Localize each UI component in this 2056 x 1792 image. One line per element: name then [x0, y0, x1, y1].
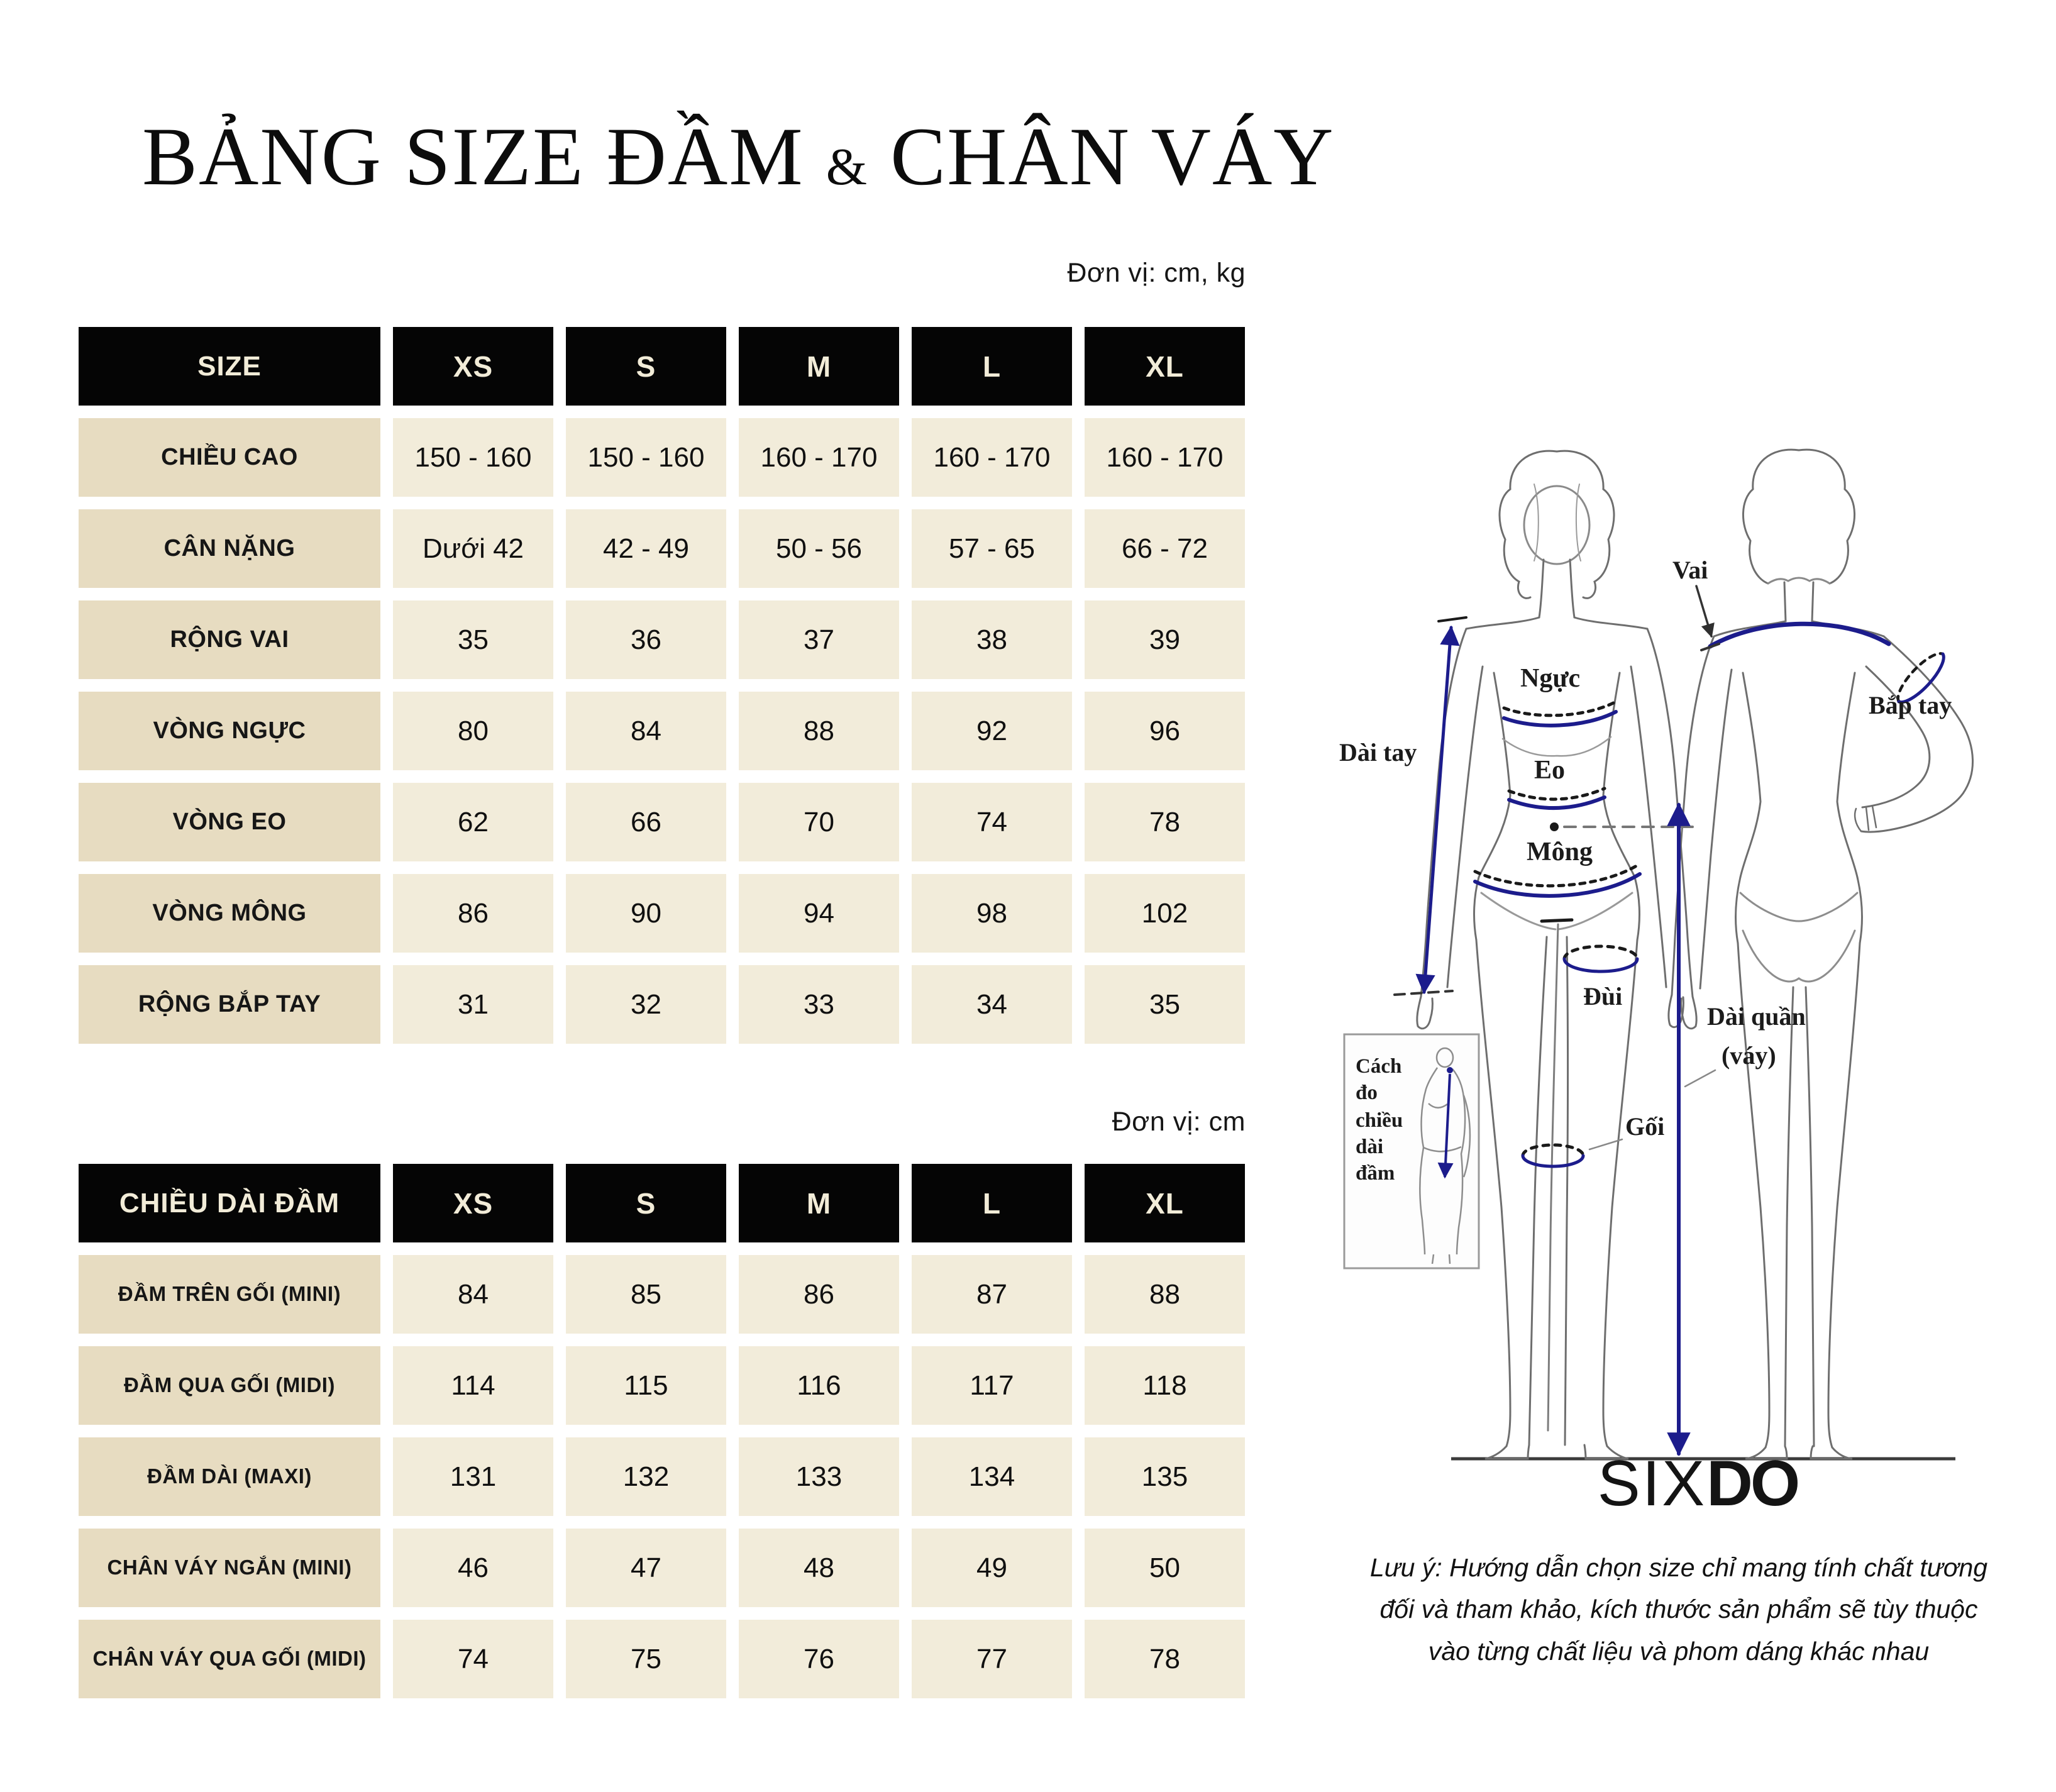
body-size-value-m: 50 - 56 — [739, 509, 899, 588]
body-size-header-xl: XL — [1085, 327, 1245, 406]
body-size-value-xs: 31 — [393, 965, 553, 1044]
body-size-value-m: 37 — [739, 600, 899, 679]
body-size-row-label: RỘNG VAI — [79, 600, 380, 679]
page-title-main: BẢNG SIZE ĐẦM — [142, 110, 804, 202]
body-size-value-s: 32 — [566, 965, 726, 1044]
body-size-value-xs: 80 — [393, 692, 553, 770]
body-size-value-l: 57 - 65 — [912, 509, 1072, 588]
dress-length-value-xl: 50 — [1085, 1529, 1245, 1607]
body-size-header-xs: XS — [393, 327, 553, 406]
dress-length-value-s: 75 — [566, 1620, 726, 1698]
dress-length-header-l: L — [912, 1164, 1072, 1242]
dress-length-value-xs: 114 — [393, 1346, 553, 1425]
box-word-4: dài — [1356, 1136, 1384, 1158]
body-size-value-l: 38 — [912, 600, 1072, 679]
dress-length-value-xl: 118 — [1085, 1346, 1245, 1425]
dress-length-header-xl: XL — [1085, 1164, 1245, 1242]
dress-length-value-s: 132 — [566, 1437, 726, 1516]
body-size-header-m: M — [739, 327, 899, 406]
unit-note-cm: Đơn vị: cm — [1112, 1107, 1246, 1137]
body-size-value-xs: 62 — [393, 783, 553, 861]
body-size-table — [79, 327, 1245, 1044]
body-size-row-label: VÒNG MÔNG — [79, 874, 380, 953]
body-size-value-m: 88 — [739, 692, 899, 770]
body-size-value-s: 66 — [566, 783, 726, 861]
brand-logo-bold: DO — [1706, 1447, 1798, 1519]
dress-length-value-s: 47 — [566, 1529, 726, 1607]
dress-length-value-xl: 135 — [1085, 1437, 1245, 1516]
unit-note-cm-kg: Đơn vị: cm, kg — [1067, 258, 1246, 288]
how-to-measure-box — [1344, 1034, 1479, 1268]
dress-length-value-xl: 78 — [1085, 1620, 1245, 1698]
dress-length-row-label: CHÂN VÁY QUA GỐI (MIDI) — [79, 1620, 380, 1698]
dress-length-value-l: 134 — [912, 1437, 1072, 1516]
body-size-value-s: 42 - 49 — [566, 509, 726, 588]
page-title-rest: CHÂN VÁY — [890, 110, 1335, 202]
body-size-value-l: 160 - 170 — [912, 418, 1072, 497]
body-size-value-xl: 96 — [1085, 692, 1245, 770]
page-title — [142, 110, 1335, 202]
label-dress-length-2: (váy) — [1722, 1041, 1776, 1070]
dress-length-value-l: 49 — [912, 1529, 1072, 1607]
label-bust: Ngực — [1520, 664, 1581, 693]
dress-length-value-m: 48 — [739, 1529, 899, 1607]
brand-logo — [1540, 1447, 1855, 1519]
body-size-value-m: 70 — [739, 783, 899, 861]
body-size-value-xs: Dưới 42 — [393, 509, 553, 588]
body-size-value-m: 160 - 170 — [739, 418, 899, 497]
dress-length-value-xl: 88 — [1085, 1255, 1245, 1334]
body-size-row-label: CÂN NẶNG — [79, 509, 380, 588]
body-size-value-s: 150 - 160 — [566, 418, 726, 497]
label-thigh: Đùi — [1583, 982, 1623, 1010]
body-size-header-l: L — [912, 327, 1072, 406]
dress-length-value-l: 117 — [912, 1346, 1072, 1425]
label-knee: Gối — [1625, 1112, 1665, 1141]
body-size-value-l: 92 — [912, 692, 1072, 770]
body-size-value-m: 94 — [739, 874, 899, 953]
body-size-value-xl: 102 — [1085, 874, 1245, 953]
body-size-value-s: 36 — [566, 600, 726, 679]
dress-length-value-l: 77 — [912, 1620, 1072, 1698]
body-size-header-s: S — [566, 327, 726, 406]
label-waist: Eo — [1534, 756, 1566, 785]
dress-length-header-label: CHIỀU DÀI ĐẦM — [79, 1164, 380, 1242]
note-line-3: vào từng chất liệu và phom dáng khác nhau — [1428, 1636, 1930, 1666]
label-shoulder: Vai — [1672, 556, 1708, 584]
body-size-row-label: RỘNG BẮP TAY — [79, 965, 380, 1044]
dress-length-value-l: 87 — [912, 1255, 1072, 1334]
dress-length-value-s: 85 — [566, 1255, 726, 1334]
body-size-value-xl: 35 — [1085, 965, 1245, 1044]
dress-length-header-s: S — [566, 1164, 726, 1242]
dress-length-value-s: 115 — [566, 1346, 726, 1425]
note-line-2: đối và tham khảo, kích thước sản phẩm sẽ tùy thuộc — [1379, 1595, 1978, 1624]
dress-length-value-xs: 46 — [393, 1529, 553, 1607]
body-size-value-xs: 86 — [393, 874, 553, 953]
body-size-value-xl: 39 — [1085, 600, 1245, 679]
dress-length-value-m: 86 — [739, 1255, 899, 1334]
dress-length-table — [79, 1164, 1245, 1698]
label-dress-length-1: Dài quần — [1707, 1002, 1806, 1031]
dress-length-row-label: ĐẦM QUA GỐI (MIDI) — [79, 1346, 380, 1425]
dress-length-value-m: 116 — [739, 1346, 899, 1425]
brand-logo-thin: SIX — [1597, 1447, 1707, 1519]
box-word-5: đầm — [1356, 1162, 1395, 1185]
front-figure-sketch — [1417, 451, 1696, 1459]
box-word-3: chiều — [1356, 1109, 1403, 1132]
body-size-value-l: 98 — [912, 874, 1072, 953]
body-size-value-l: 74 — [912, 783, 1072, 861]
dress-length-header-m: M — [739, 1164, 899, 1242]
size-guide-note — [1319, 1547, 2038, 1672]
dress-length-value-xs: 131 — [393, 1437, 553, 1516]
note-line-1: Lưu ý: Hướng dẫn chọn size chỉ mang tính chất tương — [1369, 1553, 1988, 1582]
dress-length-row-label: ĐẦM TRÊN GỐI (MINI) — [79, 1255, 380, 1334]
body-size-value-l: 34 — [912, 965, 1072, 1044]
body-size-value-m: 33 — [739, 965, 899, 1044]
body-size-value-xl: 160 - 170 — [1085, 418, 1245, 497]
body-size-value-s: 84 — [566, 692, 726, 770]
measurement-diagram-svg — [1320, 390, 2050, 1496]
label-upper-arm: Bắp tay — [1869, 691, 1952, 719]
body-size-row-label: VÒNG NGỰC — [79, 692, 380, 770]
label-hip: Mông — [1527, 838, 1593, 866]
body-size-value-xs: 35 — [393, 600, 553, 679]
body-size-row-label: CHIỀU CAO — [79, 418, 380, 497]
label-arm-length: Dài tay — [1339, 738, 1417, 766]
page-title-ampersand: & — [826, 138, 869, 196]
measurement-diagram — [1320, 390, 2050, 1496]
box-word-1: Cách — [1356, 1055, 1402, 1078]
body-size-value-xs: 150 - 160 — [393, 418, 553, 497]
dress-length-header-xs: XS — [393, 1164, 553, 1242]
dress-length-row-label: CHÂN VÁY NGẮN (MINI) — [79, 1529, 380, 1607]
body-size-header-label: SIZE — [79, 327, 380, 406]
box-word-2: đo — [1356, 1081, 1378, 1104]
dress-length-value-xs: 84 — [393, 1255, 553, 1334]
body-size-row-label: VÒNG EO — [79, 783, 380, 861]
dress-length-value-m: 76 — [739, 1620, 899, 1698]
dress-length-value-xs: 74 — [393, 1620, 553, 1698]
body-size-value-xl: 66 - 72 — [1085, 509, 1245, 588]
body-size-value-xl: 78 — [1085, 783, 1245, 861]
body-size-value-s: 90 — [566, 874, 726, 953]
dress-length-row-label: ĐẦM DÀI (MAXI) — [79, 1437, 380, 1516]
dress-length-value-m: 133 — [739, 1437, 899, 1516]
back-figure-sketch — [1669, 450, 1973, 1459]
